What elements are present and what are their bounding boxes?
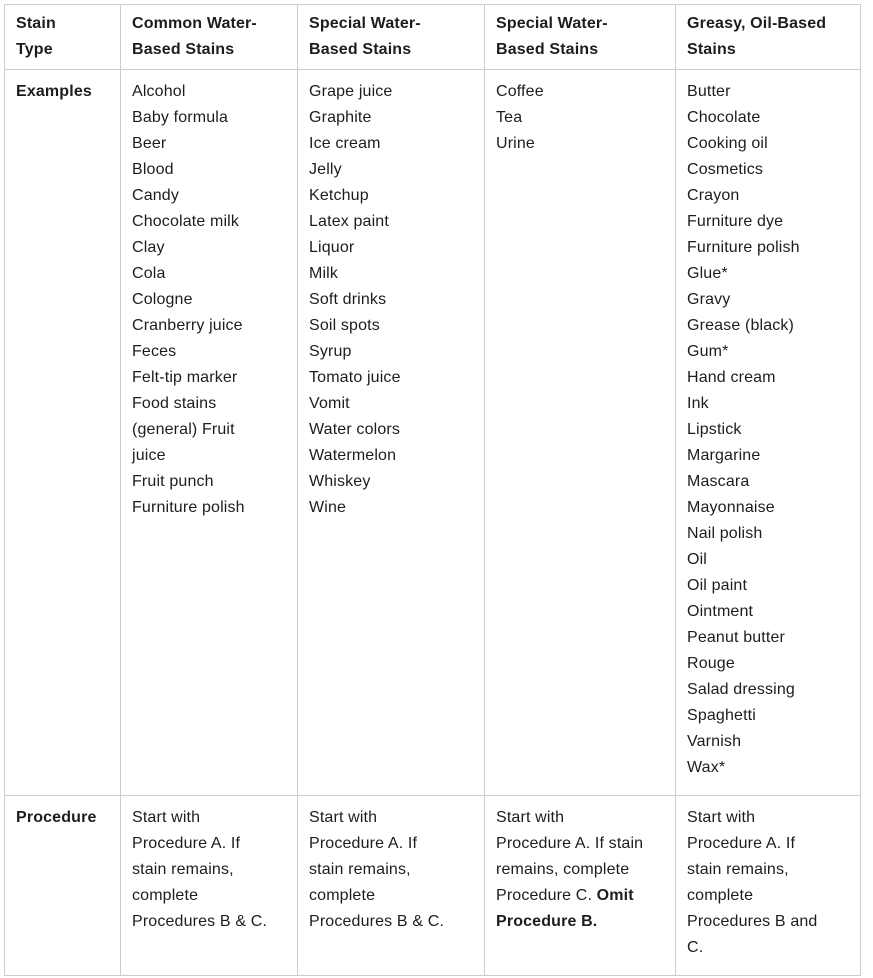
text-segment: Soft drinks	[309, 291, 387, 308]
table-body	[5, 70, 861, 976]
text-segment: Watermelon	[309, 447, 397, 464]
text-segment: Chocolate milk	[132, 213, 240, 230]
text-segment: Graphite	[309, 109, 372, 126]
text-segment: remains, complete	[496, 861, 630, 878]
text-segment: Gum*	[687, 343, 729, 360]
text-segment: Tea	[496, 109, 523, 126]
text-segment: Start with	[132, 809, 201, 826]
text-segment: Cosmetics	[687, 161, 764, 178]
text-segment: Tomato juice	[309, 369, 401, 386]
cell-line	[132, 79, 286, 105]
column-header-cell	[5, 5, 121, 70]
text-segment: Peanut butter	[687, 629, 786, 646]
text-segment: Salad dressing	[687, 681, 795, 698]
cell-line	[132, 391, 286, 417]
text-segment: Ice cream	[309, 135, 381, 152]
cell-line	[687, 339, 849, 365]
text-segment: Cologne	[132, 291, 193, 308]
data-cell	[485, 796, 676, 976]
column-header-cell	[298, 5, 485, 70]
cell-line	[687, 935, 849, 961]
text-segment: Oil paint	[687, 577, 748, 594]
text-segment: Cola	[132, 265, 166, 282]
text-segment: Grease (black)	[687, 317, 795, 334]
cell-line	[309, 495, 473, 521]
cell-line	[132, 131, 286, 157]
column-header-line	[687, 11, 849, 37]
cell-line	[132, 209, 286, 235]
text-segment: Hand cream	[687, 369, 776, 386]
row-label: Examples	[16, 83, 92, 100]
text-segment: Fruit punch	[132, 473, 214, 490]
cell-line	[687, 365, 849, 391]
text-segment: Procedures B & C.	[309, 913, 445, 930]
text-segment: Grape juice	[309, 83, 393, 100]
cell-line	[687, 677, 849, 703]
text-segment: Special Water-	[309, 15, 421, 32]
cell-line	[687, 131, 849, 157]
cell-line	[309, 417, 473, 443]
cell-line	[687, 651, 849, 677]
cell-line	[132, 365, 286, 391]
text-segment: Furniture dye	[687, 213, 784, 230]
text-segment: stain remains,	[132, 861, 234, 878]
text-segment: Ketchup	[309, 187, 369, 204]
text-segment: Blood	[132, 161, 174, 178]
text-segment: Based Stains	[309, 41, 412, 58]
text-segment: Butter	[687, 83, 731, 100]
cell-line	[496, 857, 664, 883]
cell-line	[496, 131, 664, 157]
text-segment: Milk	[309, 265, 339, 282]
cell-line	[687, 261, 849, 287]
cell-line	[687, 805, 849, 831]
cell-line	[687, 443, 849, 469]
text-segment: Feces	[132, 343, 177, 360]
text-segment: Special Water-	[496, 15, 608, 32]
cell-line	[309, 391, 473, 417]
cell-line	[496, 79, 664, 105]
text-segment: Ink	[687, 395, 709, 412]
column-header-cell	[676, 5, 861, 70]
cell-line	[687, 209, 849, 235]
text-segment: Procedure A. If	[309, 835, 418, 852]
text-segment: Soil spots	[309, 317, 380, 334]
cell-line	[309, 261, 473, 287]
cell-line	[309, 805, 473, 831]
text-segment: Procedure A. If stain	[496, 835, 644, 852]
cell-line	[687, 417, 849, 443]
text-segment: C.	[687, 939, 704, 956]
cell-line	[687, 313, 849, 339]
text-segment: Alcohol	[132, 83, 186, 100]
data-cell	[485, 70, 676, 796]
cell-line	[309, 831, 473, 857]
cell-line	[687, 857, 849, 883]
text-segment: complete	[309, 887, 376, 904]
row-label-cell	[5, 70, 121, 796]
text-segment: Stain	[16, 15, 56, 32]
data-cell	[298, 70, 485, 796]
column-header-line	[132, 11, 286, 37]
text-segment: Latex paint	[309, 213, 389, 230]
text-segment: Vomit	[309, 395, 350, 412]
cell-line	[132, 417, 286, 443]
cell-line	[132, 469, 286, 495]
bold-text-segment: Procedure B.	[496, 913, 598, 930]
cell-line	[496, 883, 664, 909]
cell-line	[687, 909, 849, 935]
text-segment: Based Stains	[132, 41, 235, 58]
cell-line	[132, 183, 286, 209]
cell-line	[132, 909, 286, 935]
text-segment: Stains	[687, 41, 736, 58]
cell-line	[687, 235, 849, 261]
cell-line	[687, 703, 849, 729]
cell-line	[687, 391, 849, 417]
cell-line	[309, 79, 473, 105]
bold-text-segment: Omit	[596, 887, 634, 904]
text-segment: Mascara	[687, 473, 750, 490]
text-segment: Furniture polish	[687, 239, 800, 256]
text-segment: Food stains	[132, 395, 217, 412]
text-segment: Water colors	[309, 421, 401, 438]
cell-line	[132, 157, 286, 183]
cell-line	[687, 183, 849, 209]
cell-line	[687, 599, 849, 625]
text-segment: Clay	[132, 239, 165, 256]
column-header-line	[309, 11, 473, 37]
cell-line	[687, 755, 849, 781]
cell-line	[687, 105, 849, 131]
cell-line	[309, 443, 473, 469]
text-segment: Lipstick	[687, 421, 742, 438]
text-segment: (general) Fruit	[132, 421, 235, 438]
text-segment: stain remains,	[309, 861, 411, 878]
cell-line	[496, 909, 664, 935]
cell-line	[132, 857, 286, 883]
cell-line	[309, 183, 473, 209]
text-segment: Wax*	[687, 759, 726, 776]
text-segment: Procedure C.	[496, 887, 597, 904]
cell-line	[687, 883, 849, 909]
text-segment: Start with	[687, 809, 756, 826]
text-segment: Glue*	[687, 265, 728, 282]
cell-line	[309, 365, 473, 391]
cell-line	[496, 805, 664, 831]
cell-line	[309, 469, 473, 495]
text-segment: Chocolate	[687, 109, 761, 126]
cell-line	[687, 625, 849, 651]
text-segment: Baby formula	[132, 109, 229, 126]
cell-line	[309, 857, 473, 883]
text-segment: Ointment	[687, 603, 754, 620]
column-header-cell	[485, 5, 676, 70]
text-segment: Beer	[132, 135, 167, 152]
data-cell	[121, 796, 298, 976]
text-segment: Wine	[309, 499, 347, 516]
row-label-cell	[5, 796, 121, 976]
cell-line	[132, 883, 286, 909]
text-segment: Type	[16, 41, 53, 58]
cell-line	[309, 235, 473, 261]
text-segment: Gravy	[687, 291, 731, 308]
data-cell	[298, 796, 485, 976]
cell-line	[687, 573, 849, 599]
text-segment: Procedures B & C.	[132, 913, 268, 930]
cell-line	[309, 105, 473, 131]
text-segment: Candy	[132, 187, 179, 204]
table-header	[5, 5, 861, 70]
text-segment: Based Stains	[496, 41, 599, 58]
text-segment: Cooking oil	[687, 135, 768, 152]
table-row	[5, 796, 861, 976]
cell-line	[687, 469, 849, 495]
cell-line	[132, 313, 286, 339]
data-cell	[676, 796, 861, 976]
cell-line	[132, 105, 286, 131]
column-header-line	[16, 11, 109, 37]
text-segment: Urine	[496, 135, 535, 152]
text-segment: Greasy, Oil-Based	[687, 15, 827, 32]
text-segment: Procedure A. If	[687, 835, 796, 852]
cell-line	[687, 729, 849, 755]
cell-line	[309, 339, 473, 365]
cell-line	[309, 287, 473, 313]
cell-line	[309, 131, 473, 157]
text-segment: Jelly	[309, 161, 342, 178]
cell-line	[309, 313, 473, 339]
cell-line	[132, 495, 286, 521]
cell-line	[309, 909, 473, 935]
text-segment: Liquor	[309, 239, 355, 256]
text-segment: Common Water-	[132, 15, 257, 32]
cell-line	[132, 287, 286, 313]
data-cell	[121, 70, 298, 796]
text-segment: Crayon	[687, 187, 740, 204]
text-segment: juice	[132, 447, 166, 464]
cell-line	[309, 883, 473, 909]
text-segment: Nail polish	[687, 525, 763, 542]
column-header-line	[687, 37, 849, 63]
text-segment: Varnish	[687, 733, 742, 750]
cell-line	[687, 157, 849, 183]
cell-line	[496, 831, 664, 857]
text-segment: Furniture polish	[132, 499, 245, 516]
text-segment: complete	[132, 887, 199, 904]
table-row	[5, 70, 861, 796]
cell-line	[687, 547, 849, 573]
text-segment: Margarine	[687, 447, 761, 464]
row-label: Procedure	[16, 809, 97, 826]
text-segment: Felt-tip marker	[132, 369, 238, 386]
cell-line	[496, 105, 664, 131]
column-header-line	[132, 37, 286, 63]
cell-line	[132, 831, 286, 857]
header-row	[5, 5, 861, 70]
text-segment: Procedure A. If	[132, 835, 241, 852]
cell-line	[687, 831, 849, 857]
text-segment: Mayonnaise	[687, 499, 775, 516]
cell-line	[687, 495, 849, 521]
cell-line	[132, 235, 286, 261]
column-header-line	[496, 11, 664, 37]
text-segment: Rouge	[687, 655, 735, 672]
text-segment: Start with	[309, 809, 378, 826]
text-segment: Coffee	[496, 83, 544, 100]
text-segment: Syrup	[309, 343, 352, 360]
text-segment: Whiskey	[309, 473, 371, 490]
text-segment: Start with	[496, 809, 565, 826]
column-header-cell	[121, 5, 298, 70]
text-segment: complete	[687, 887, 754, 904]
text-segment: Spaghetti	[687, 707, 756, 724]
cell-line	[687, 287, 849, 313]
text-segment: Procedures B and	[687, 913, 818, 930]
column-header-line	[496, 37, 664, 63]
text-segment: stain remains,	[687, 861, 789, 878]
cell-line	[687, 521, 849, 547]
cell-line	[687, 79, 849, 105]
data-cell	[676, 70, 861, 796]
cell-line	[309, 209, 473, 235]
cell-line	[132, 261, 286, 287]
cell-line	[132, 339, 286, 365]
stain-removal-table	[4, 4, 861, 976]
text-segment: Cranberry juice	[132, 317, 243, 334]
column-header-line	[309, 37, 473, 63]
cell-line	[132, 443, 286, 469]
text-segment: Oil	[687, 551, 708, 568]
cell-line	[309, 157, 473, 183]
column-header-line	[16, 37, 109, 63]
cell-line	[132, 805, 286, 831]
